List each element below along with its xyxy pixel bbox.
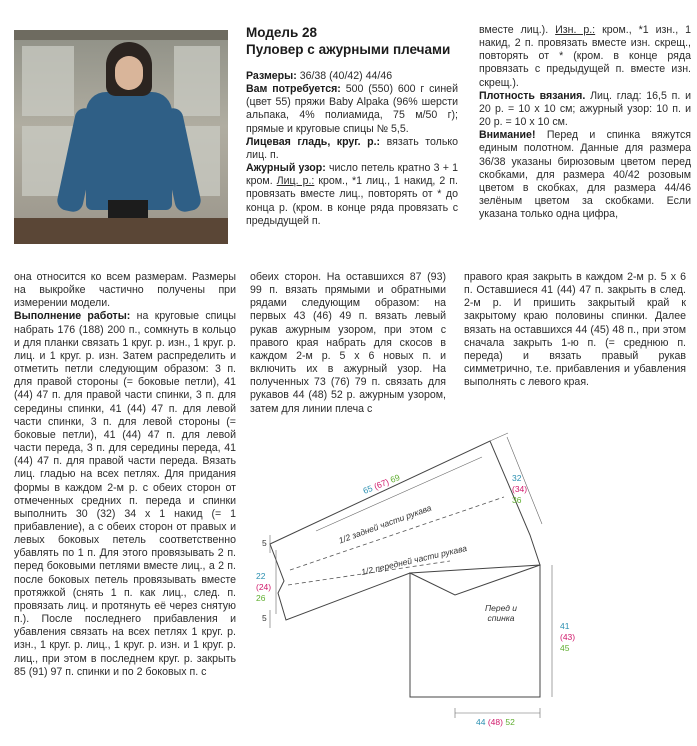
intro-text: она относится ко всем размерам. Размеры на выкройке частично получены при измерении модели. [14,271,236,310]
left-height-size2: (24) [256,582,272,592]
left-height-size3: 26 [256,593,266,603]
material-text: 500 (550) 600 г синей (цвет 55) пряжи Baby Alpaka (96% шерсти альпака, 4% полиамида, 75 м/50 г); прямые и круговые спицы № 5,5. [246,83,458,135]
work-label: Выполнение работы: [14,310,131,323]
body-height-size2: (43) [560,632,576,642]
left-height-dimension [256,571,271,604]
body-width-size1: 44 [476,717,486,727]
left-height-size1: 22 [256,571,266,581]
rs-text: кром., *1 лиц., 1 накид, 2 п. провязать вместе лиц., повторять от * до конца р. (кром. в конце ряда провязать с предыдущей п. [246,175,458,227]
body-height-dimension [560,621,575,654]
finish-text: правого края закрыть в каждом 2-м р. 5 x 6 п. Оставшиеся 41 (44) 47 п. закрыть в след. 2-м р. И пришить закрытый край к закрытому краю половины спинки. Далее вязать на оставшихся 44 (45) 48 п., при этом сначала закрыть 1-ю п. (= среднюю п. переда) и вязать правый рукав симметрично, т.е. прибавления и убавления выполнять с левого края. [464,271,686,389]
gauge-label: Плотность вязания. [479,89,586,102]
step-top-dimension: 5 [262,538,267,548]
body-height-size3: 45 [560,643,570,653]
lace-label: Ажурный узор: [246,162,326,175]
right-height-dimension [512,473,527,506]
lace-text: число петель кратно 3 + 1 кром. [246,162,458,188]
right-height-size3: 36 [512,495,522,505]
rs-label: Лиц. р.: [276,175,315,188]
attention-label: Внимание! [479,129,536,142]
model-number: Модель 28 [246,25,318,40]
column-work [14,271,236,679]
step-bottom-dimension: 5 [262,613,267,623]
body-label: Перед и спинка [484,603,518,623]
rs-continuation: вместе лиц.). [479,24,549,36]
body-height-size1: 41 [560,621,570,631]
ws-label: Изн. р.: [555,24,596,36]
top-length-size2: (67) [372,476,391,492]
column-materials [246,70,458,228]
sleeve-back-label: 1/2 задней части рукава [337,502,433,546]
top-length-size1: 65 [361,483,375,496]
column-sleeves [250,271,446,416]
body-width-size2: (48) [487,717,503,727]
work-text: на круговые спицы набрать 176 (188) 200 п., сомкнуть в кольцо и для планки связать 1 круг. р. изн., 1 круг. р. лиц. и 1 круг. р. изн. Затем распределить и отметить петли следующим образом: 3 п. для правой стороны (= боковые петли), 41 (44) 47 п. для правой части спинки, 3 п. для середины спинки, 41 (44) 47 п. для левой части спинки, 3 п. для левой стороны (= боковые петли), 41 (44) 47 п. для левой части переда, 3 п. для середины переда, 41 (44) 47 п. для правой части переда. Вязать лиц. гладью на всех петлях. Для придания формы в каждом 2-м р. с обеих сторон от отмеченных средних п. переда и спинки выполнить 30 (32) 34 x 1 накид (= 1 прибавление), а с обеих сторон от правых и левых боковых петель соответственно убавлять по 1 п. Для этого провязывать 2 п. перед боковыми петлями вместе лиц., а 2 п. после боковых петель провязывать вместе протяжкой (снять 1 п. как лиц., след. п. провязать лиц. и протянуть её через снятую п.). После последнего прибавления и убавления связать на всех петлях 1 круг. р. изн., 1 круг. р. лиц., 1 круг. р. изн. и 1 круг. р. лиц., при этом в последнем круг. р. закрыть 85 (91) 97 п. спинки и по 2 боковых п. с [14,310,236,678]
sleeves-text: обеих сторон. На оставшихся 87 (93) 99 п. вязать прямыми и обратными рядами следующим образом: на первых 43 (46) 49 п. вязать левый рукав ажурным узором, при этом с правого края набрать для скосов в каждом 2-м р. 5 x 6 новых п. и включить их в ажурный узор. На полученных 73 (76) 79 п. связать для рукавов 44 (48) 52 р. ажурным узором, затем для линии плеча с [250,271,446,415]
model-name: Пуловер с ажурными плечами [246,42,451,57]
pattern-outline [250,415,697,746]
model-photo [14,30,228,244]
sizes-label: Размеры: [246,70,297,82]
body-width-dimension [476,717,515,727]
pattern-diagram [250,415,697,746]
column-finish [464,271,686,389]
top-length-size3: 69 [388,472,402,485]
material-label: Вам потребуется: [246,83,341,96]
ws-text: кром., *1 изн., 1 накид, 2 п. провязать вместе изн. скрещ., повторять от * (кром. в конце ряда провязать с предыдущей п. вместе изн. скрещ.). [479,24,691,89]
body-width-size3: 52 [505,717,515,727]
stockinette-text: вязать только лиц. п. [246,135,458,161]
column-gauge [479,24,691,221]
sizes-value: 36/38 (40/42) 44/46 [299,70,393,82]
right-height-size2: (34) [512,484,528,494]
sleeve-front-label: 1/2 передней части рукава [360,542,468,578]
gauge-text: Лиц. глад: 16,5 п. и 20 р. = 10 x 10 см; ажурный узор: 10 п. и 20 р. = 10 x 10 см. [479,89,692,129]
stockinette-label: Лицевая гладь, круг. р.: [246,135,381,148]
attention-text: Перед и спинка вяжутся единым полотном. Данные для размера 36/38 указаны бирюзовым цветом перед скобками, для размера 40/42 розовым цветом в скобках, для размера 44/46 зелёным цветом за скобками. Если указана только одна цифра, [479,129,691,221]
right-height-size1: 32 [512,473,522,483]
page-title [246,24,450,58]
